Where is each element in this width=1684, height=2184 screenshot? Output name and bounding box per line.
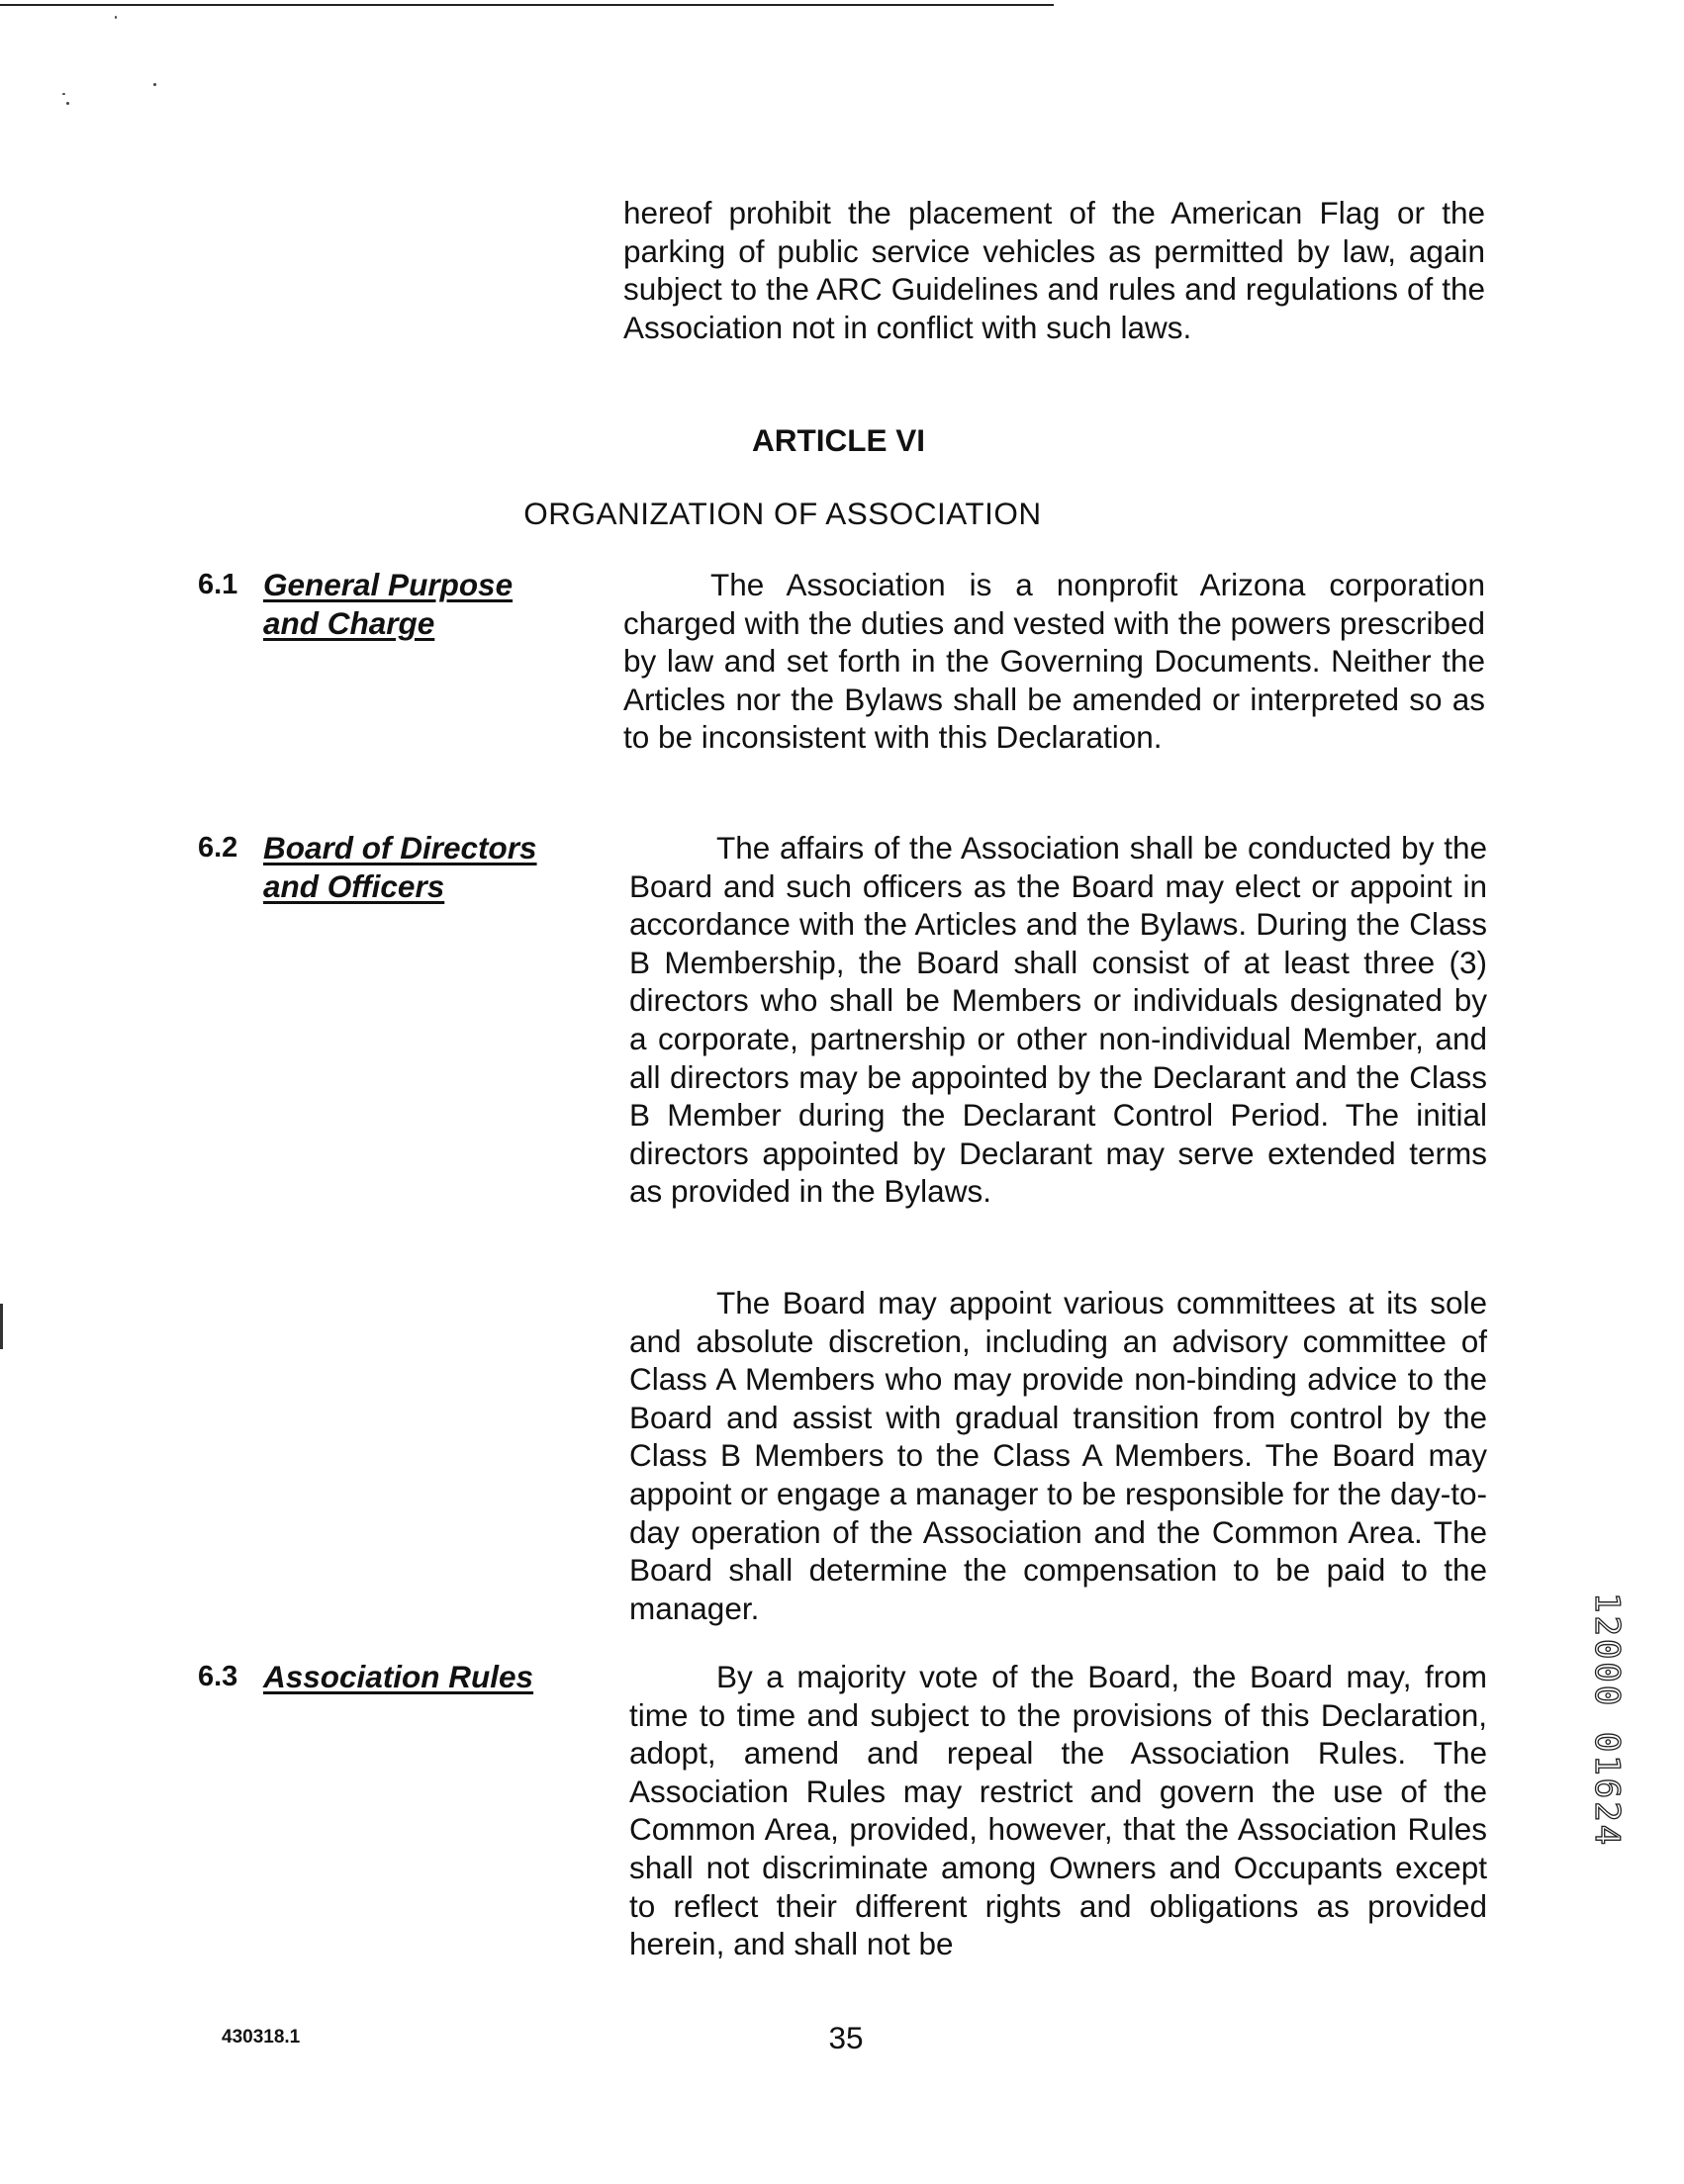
section-heading: General Purpose [263,567,514,602]
document-id: 430318.1 [222,2027,301,2048]
recording-stamp [1587,1592,1627,1988]
page-number: 35 [828,2020,864,2055]
section-heading-continued: and Charge [263,605,435,641]
scan-edge-line [0,4,1054,6]
article-subtitle-row [0,495,1684,532]
scan-speck [153,83,156,86]
section-paragraph-2: The Board may appoint various committees at its sole and absolute discretion, including an advisory committee of Class A Members who may provide non-binding advice to the Board and assist with gradual transition from control by the Class B Members to the Class A Members. The Board may appoint or engage a manager to be responsible for the day-to-day operation of the Association and the Common Area. The Board shall determine the compensation to be paid to the manager. [629,1285,1487,1626]
scan-speck [115,16,117,19]
scan-speck [66,102,69,105]
section-heading: Association Rules [263,1659,534,1694]
recording-number: 12000 01624 [1587,1592,1627,1849]
section-paragraph: The Association is a nonprofit Arizona corporation charged with the duties and vested with the powers prescribed by law and set forth in the Governing Documents. Neither the Articles nor the Bylaws shall be amended or interpreted so as to be inconsistent with this Declaration. [623,567,1485,756]
section-paragraph: The affairs of the Association shall be conducted by the Board and such officers as the Board may elect or appoint in accordance with the Articles and the Bylaws. During the Class B Membership, the Board shall consist of at least three (3) directors who shall be Members or individuals designated by a corporate, partnership or other non-individual Member, and all directors may be appointed by the Declarant and the Class B Member during the Declarant Control Period. The initial directors appointed by Declarant may serve extended terms as provided in the Bylaws. [629,830,1487,1210]
scan-margin-mark [0,1304,3,1349]
article-subtitle: ORGANIZATION OF ASSOCIATION [523,496,1042,531]
section-heading-continued: and Officers [263,868,445,904]
article-title: ARTICLE VI [751,422,925,458]
scan-speck [62,93,65,95]
section-number: 6.3 [198,1661,238,1692]
section-heading: Board of Directors [263,830,537,865]
section-number: 6.1 [198,569,238,600]
section-number: 6.2 [198,832,238,864]
continued-paragraph: hereof prohibit the placement of the American Flag or the parking of public service vehicles as permitted by law, again subject to the ARC Guidelines and rules and regulations of the Association not in conflict with such laws. [623,195,1485,345]
section-paragraph: By a majority vote of the Board, the Board may, from time to time and subject to the provisions of this Declaration, adopt, amend and repeal the Association Rules. The Association Rules may restrict and govern the use of the Common Area, provided, however, that the Association Rules shall not discriminate among Owners and Occupants except to reflect their different rights and obligations as provided herein, and shall not be [629,1659,1487,1962]
